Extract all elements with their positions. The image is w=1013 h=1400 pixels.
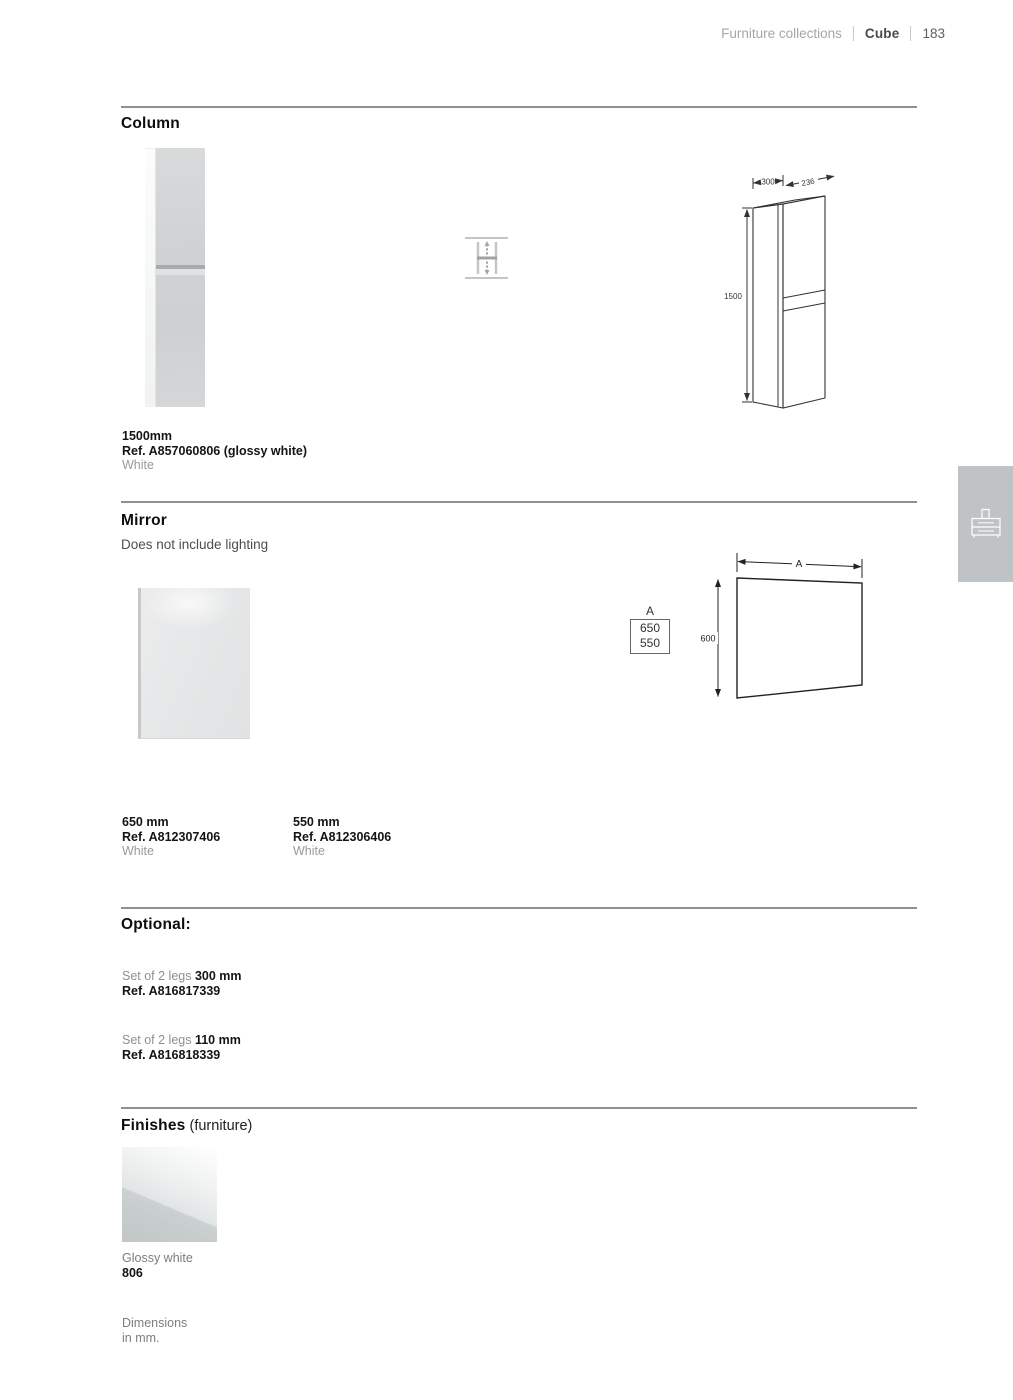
optional-item-ref: Ref. A816818339 [122, 1047, 221, 1062]
column-technical-drawing [722, 170, 867, 412]
finishes-title-strong: Finishes [121, 1117, 186, 1134]
product-size: 650 mm [122, 815, 169, 829]
breadcrumb-divider [853, 26, 854, 41]
mirror-product-photo [138, 588, 250, 739]
size-table-header: A [645, 604, 654, 618]
column-product-photo [145, 148, 205, 407]
mirror-technical-drawing [700, 545, 875, 705]
section-rule [121, 907, 917, 909]
mirror-size-table [630, 604, 670, 654]
size-table-value: 650 [639, 621, 661, 635]
mirror-dim-width-label: A [795, 559, 803, 570]
product-color: White [122, 844, 154, 858]
section-rule [121, 501, 917, 503]
optional-item-size: 300 mm [194, 969, 242, 983]
breadcrumb-section: Cube [864, 26, 900, 41]
breadcrumb-divider [910, 26, 911, 41]
chapter-tab[interactable] [958, 466, 1013, 582]
cabinet-side-panel [145, 148, 156, 407]
product-ref: Ref. A812306406 [293, 829, 392, 844]
product-ref: Ref. A812307406 [122, 829, 221, 844]
adjustable-shelf-icon [464, 232, 509, 284]
optional-section-title: Optional: [121, 916, 191, 933]
mirror-dim-height: 600 [700, 633, 716, 644]
dimensions-note [122, 1316, 187, 1345]
product-size: 550 mm [293, 815, 340, 829]
optional-item-label: Set of 2 legs [122, 969, 195, 983]
cabinet-front-panel [156, 148, 205, 407]
finish-swatch-glossy-white [122, 1147, 217, 1242]
optional-item-label: Set of 2 legs [122, 1033, 195, 1047]
cabinet-door-gap-highlight [156, 269, 205, 275]
finish-name: Glossy white [122, 1251, 193, 1265]
column-product-caption [122, 429, 307, 473]
finish-code: 806 [122, 1265, 143, 1280]
mirror-section-title: Mirror [121, 512, 167, 529]
dimensions-note-line1: Dimensions [122, 1316, 188, 1330]
optional-item [122, 969, 242, 998]
mirror-section-subtitle: Does not include lighting [121, 537, 269, 552]
finishes-section-title [121, 1117, 252, 1135]
section-rule [121, 106, 917, 108]
vanity-furniture-icon [968, 506, 1004, 542]
mirror-product-caption [122, 815, 220, 859]
product-ref: Ref. A857060806 (glossy white) [122, 443, 308, 458]
optional-item-size: 110 mm [194, 1033, 241, 1047]
finish-swatch-caption [122, 1251, 193, 1280]
column-dim-height: 1500 [724, 292, 742, 301]
section-rule [121, 1107, 917, 1109]
size-table-box [630, 619, 670, 654]
mirror-product-caption [293, 815, 391, 859]
size-table-value: 550 [639, 636, 661, 650]
product-color: White [293, 844, 325, 858]
column-section-title: Column [121, 115, 180, 132]
product-color: White [122, 458, 154, 472]
breadcrumb-collection: Furniture collections [721, 26, 842, 41]
finishes-title-suffix: (furniture) [185, 1118, 253, 1134]
page-number: 183 [922, 26, 945, 41]
column-dim-depth: 236 [800, 176, 816, 189]
product-size: 1500mm [122, 429, 173, 443]
optional-item-ref: Ref. A816817339 [122, 983, 221, 998]
column-dim-width: 300 [761, 177, 775, 187]
dimensions-note-line2: in mm. [122, 1330, 160, 1345]
breadcrumb [721, 26, 945, 41]
optional-item [122, 1033, 241, 1062]
